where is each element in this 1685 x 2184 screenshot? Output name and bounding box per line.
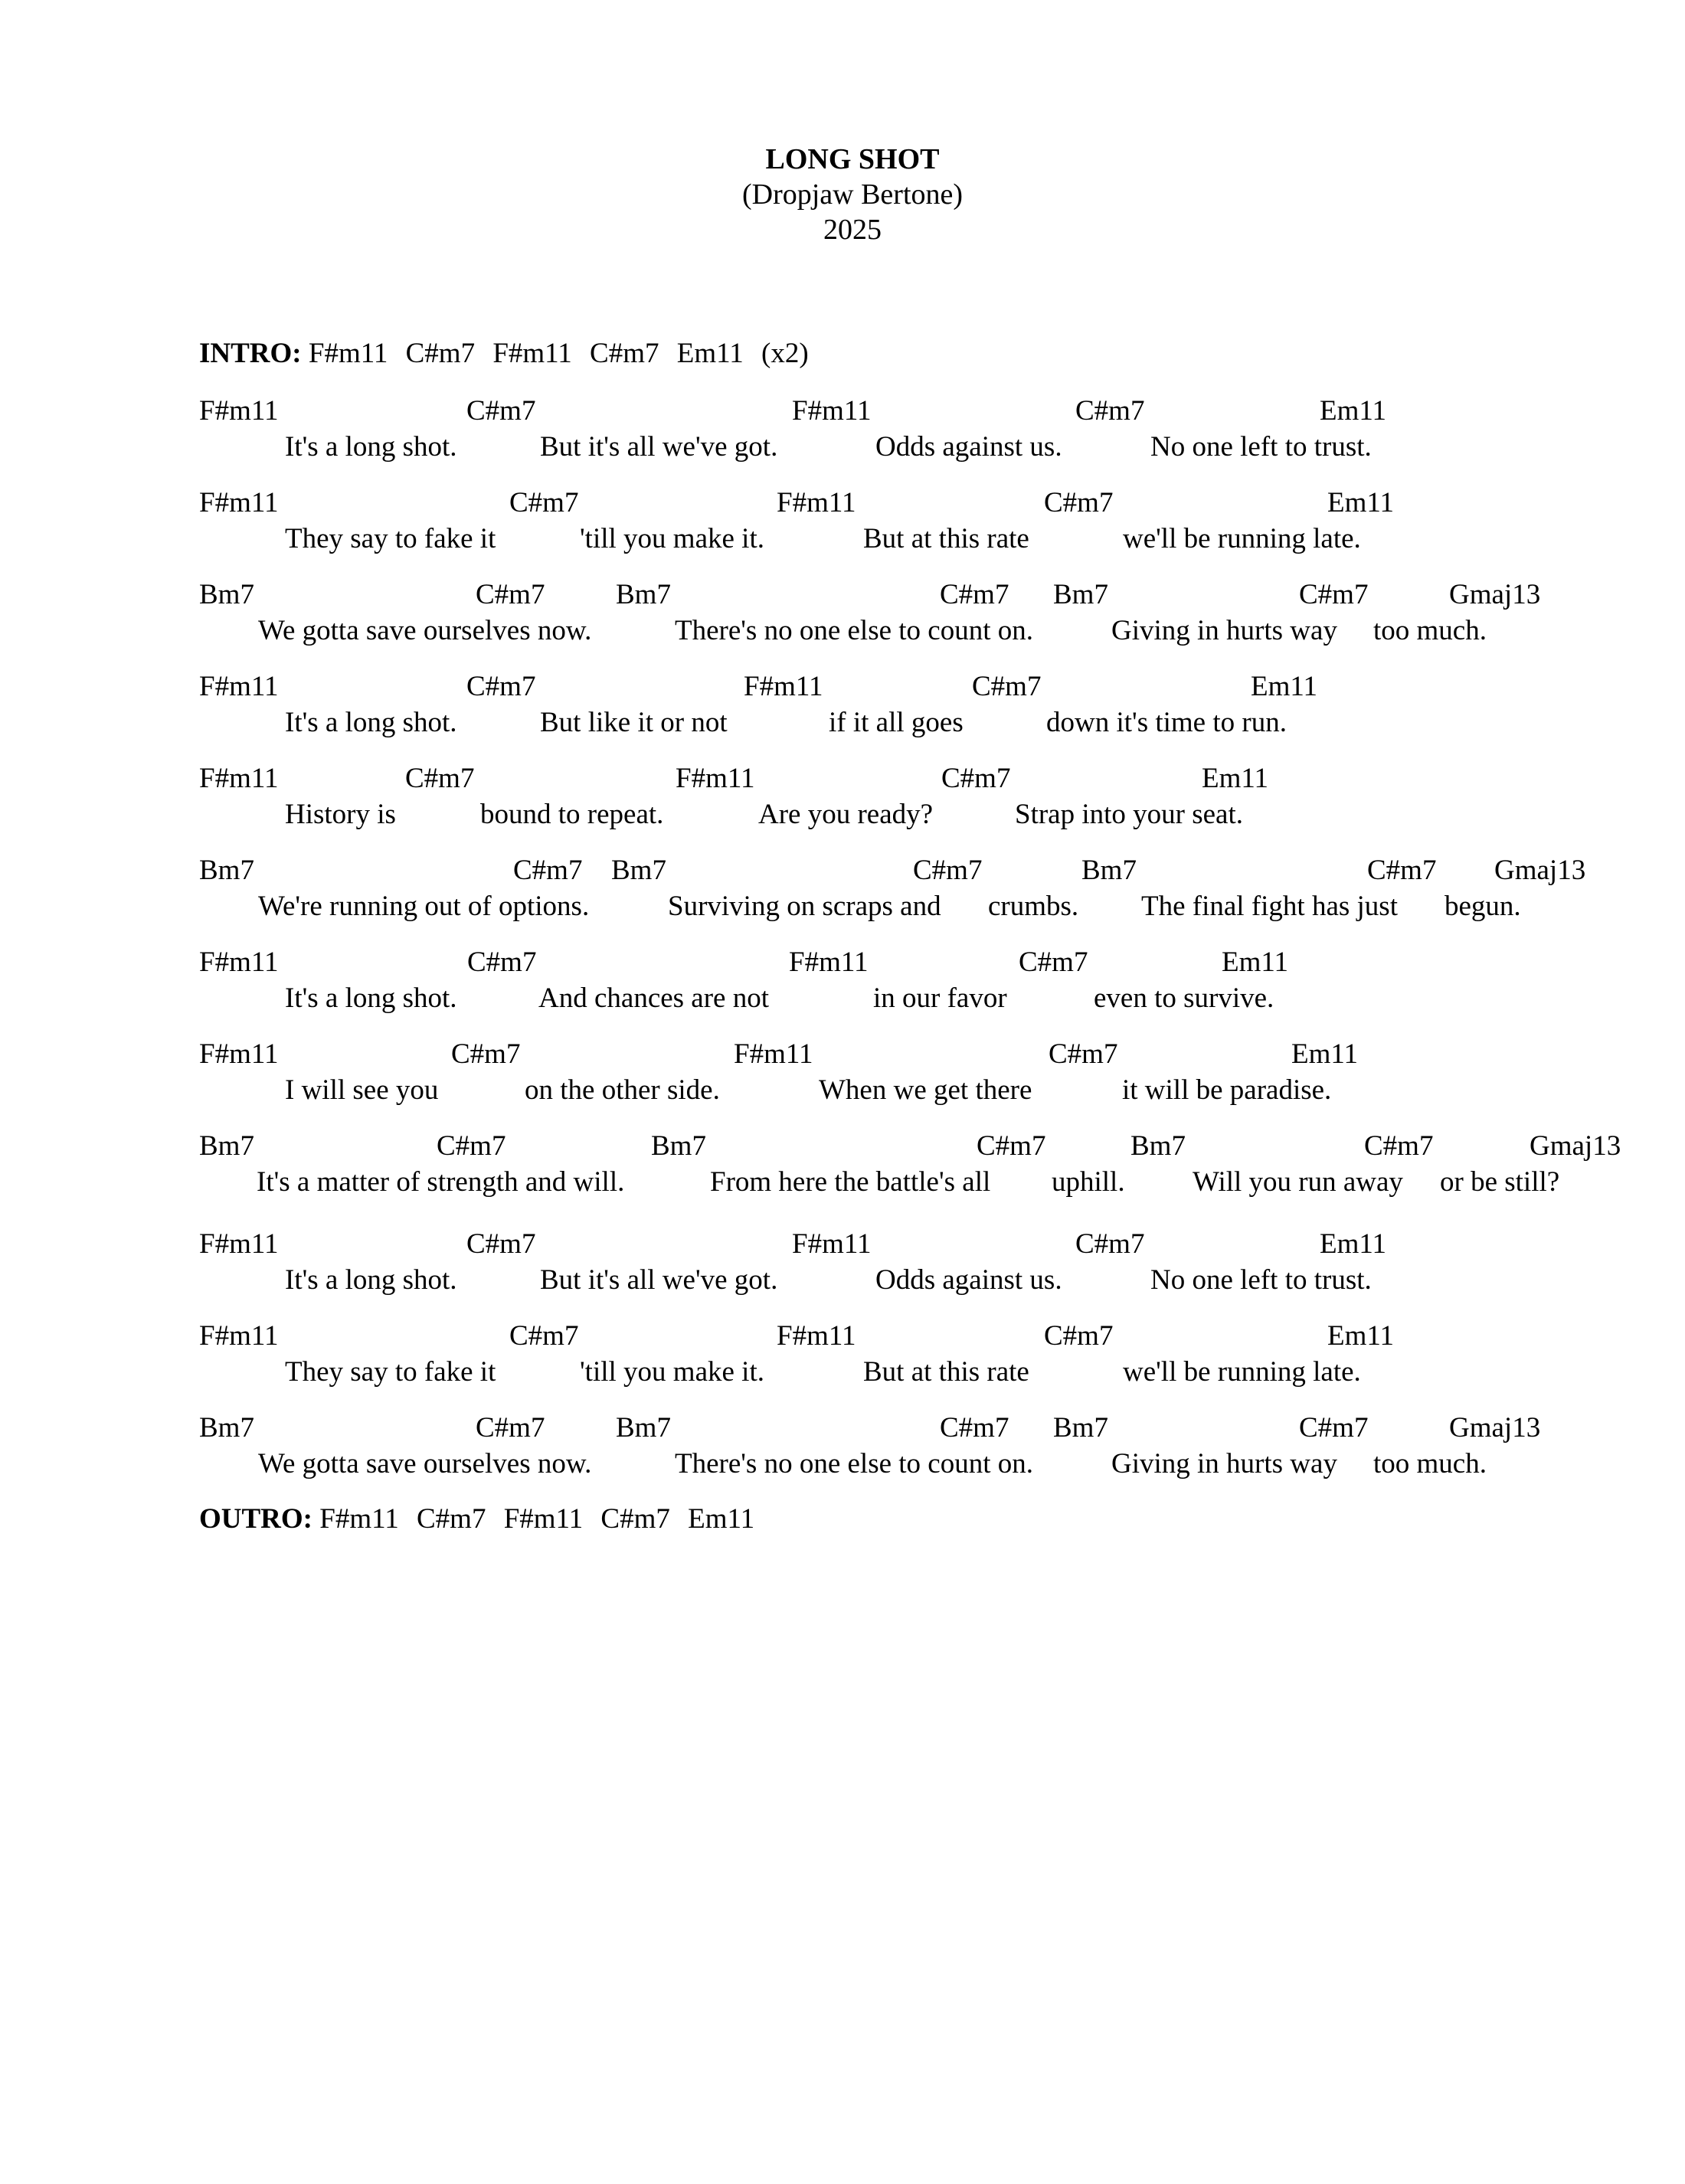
lyric-phrase: We're running out of options. bbox=[258, 891, 590, 922]
chord: F#m11 bbox=[199, 763, 279, 794]
lyric-phrase: we'll be running late. bbox=[1123, 523, 1361, 554]
chord: F#m11 bbox=[789, 947, 869, 978]
lyric-phrase: But it's all we've got. bbox=[540, 431, 778, 463]
outro-label: OUTRO: bbox=[199, 1503, 312, 1535]
lyric-phrase: When we get there bbox=[819, 1074, 1032, 1106]
chord: Bm7 bbox=[1053, 579, 1108, 610]
chord: Bm7 bbox=[1081, 855, 1137, 886]
chord: C#m7 bbox=[437, 1130, 506, 1162]
chord: Bm7 bbox=[1130, 1130, 1186, 1162]
lyric-phrase: They say to fake it bbox=[285, 1356, 496, 1388]
chord: F#m11 bbox=[199, 671, 279, 702]
intro-label: INTRO: bbox=[199, 338, 302, 369]
chord: F#m11 bbox=[792, 1228, 872, 1260]
song-section-10 bbox=[0, 1228, 1685, 1319]
chord: C#m7 bbox=[1044, 487, 1114, 518]
chord: Em11 bbox=[1202, 763, 1269, 794]
lyric-phrase: The final fight has just bbox=[1141, 891, 1398, 922]
song-year: 2025 bbox=[823, 214, 882, 246]
chord: C#m7 bbox=[513, 855, 583, 886]
lyric-phrase: bound to repeat. bbox=[480, 799, 664, 830]
song-section-4 bbox=[0, 670, 1685, 762]
lyric-phrase: 'till you make it. bbox=[580, 1356, 764, 1388]
chord: Bm7 bbox=[651, 1130, 706, 1162]
chord: C#m7 bbox=[451, 1038, 521, 1070]
song-title: LONG SHOT bbox=[765, 143, 940, 175]
chord: C#m7 bbox=[1364, 1130, 1434, 1162]
chord: Gmaj13 bbox=[1449, 1412, 1541, 1443]
lyric-phrase: we'll be running late. bbox=[1123, 1356, 1361, 1388]
song-section-6 bbox=[0, 854, 1685, 946]
lyric-phrase: Will you run away bbox=[1193, 1166, 1403, 1198]
chord: C#m7 bbox=[941, 763, 1011, 794]
lyric-phrase: It's a long shot. bbox=[285, 982, 457, 1014]
lyric-phrase: begun. bbox=[1445, 891, 1521, 922]
lyric-phrase: No one left to trust. bbox=[1150, 1264, 1372, 1296]
lyric-phrase: No one left to trust. bbox=[1150, 431, 1372, 463]
chord: Gmaj13 bbox=[1530, 1130, 1621, 1162]
song-section-7 bbox=[0, 946, 1685, 1038]
chord: C#m7 bbox=[466, 1228, 536, 1260]
lyric-phrase: too much. bbox=[1373, 615, 1487, 646]
chord: Bm7 bbox=[199, 579, 254, 610]
lyric-phrase: Are you ready? bbox=[758, 799, 934, 830]
lyric-phrase: And chances are not bbox=[538, 982, 770, 1014]
chord: F#m11 bbox=[199, 395, 279, 427]
lyric-phrase: But at this rate bbox=[863, 1356, 1029, 1388]
chord: C#m7 bbox=[1049, 1038, 1118, 1070]
chord: C#m7 bbox=[1019, 947, 1088, 978]
chord: C#m7 bbox=[1299, 1412, 1369, 1443]
chord: Em11 bbox=[1291, 1038, 1359, 1070]
lyric-phrase: in our favor bbox=[873, 982, 1007, 1014]
lyric-phrase: too much. bbox=[1373, 1448, 1487, 1479]
lyric-phrase: Strap into your seat. bbox=[1015, 799, 1244, 830]
chord: C#m7 bbox=[509, 487, 579, 518]
chord: F#m11 bbox=[734, 1038, 813, 1070]
lyric-phrase: it will be paradise. bbox=[1122, 1074, 1332, 1106]
chord: C#m7 bbox=[1075, 395, 1145, 427]
lyric-phrase: 'till you make it. bbox=[580, 523, 764, 554]
chord: Bm7 bbox=[199, 1412, 254, 1443]
lyric-phrase: But at this rate bbox=[863, 523, 1029, 554]
chord: F#m11 bbox=[792, 395, 872, 427]
song-section-8 bbox=[0, 1038, 1685, 1130]
lyric-phrase: Giving in hurts way bbox=[1111, 1448, 1337, 1479]
song-section-5 bbox=[0, 762, 1685, 854]
lyric-phrase: But it's all we've got. bbox=[540, 1264, 778, 1296]
chord: C#m7 bbox=[467, 947, 537, 978]
song-section-1 bbox=[0, 394, 1685, 486]
lyric-phrase: It's a matter of strength and will. bbox=[257, 1166, 625, 1198]
lyric-phrase: They say to fake it bbox=[285, 523, 496, 554]
chord: Em11 bbox=[1327, 1320, 1395, 1352]
lyric-phrase: I will see you bbox=[285, 1074, 439, 1106]
chord: C#m7 bbox=[940, 1412, 1009, 1443]
song-header bbox=[0, 142, 1685, 247]
chord: C#m7 bbox=[476, 579, 545, 610]
lyric-phrase: There's no one else to count on. bbox=[675, 1448, 1034, 1479]
intro-line bbox=[199, 337, 809, 370]
chord: Em11 bbox=[1222, 947, 1289, 978]
lyric-phrase: It's a long shot. bbox=[285, 707, 457, 738]
lyric-phrase: uphill. bbox=[1052, 1166, 1125, 1198]
chord: C#m7 bbox=[940, 579, 1009, 610]
chord: C#m7 bbox=[405, 763, 475, 794]
chord: F#m11 bbox=[199, 1228, 279, 1260]
chord: C#m7 bbox=[466, 671, 536, 702]
lyric-phrase: We gotta save ourselves now. bbox=[258, 1448, 592, 1479]
song-section-9 bbox=[0, 1130, 1685, 1221]
chord: C#m7 bbox=[1367, 855, 1437, 886]
lyric-phrase: crumbs. bbox=[988, 891, 1079, 922]
lyric-phrase: on the other side. bbox=[525, 1074, 720, 1106]
chord: F#m11 bbox=[199, 487, 279, 518]
lyric-phrase: But like it or not bbox=[540, 707, 728, 738]
chord: Em11 bbox=[1320, 1228, 1387, 1260]
lyric-phrase: We gotta save ourselves now. bbox=[258, 615, 592, 646]
chord: Gmaj13 bbox=[1494, 855, 1586, 886]
lyric-phrase: if it all goes bbox=[829, 707, 964, 738]
chord: C#m7 bbox=[913, 855, 983, 886]
lyric-phrase: It's a long shot. bbox=[285, 431, 457, 463]
lyric-phrase: Surviving on scraps and bbox=[668, 891, 941, 922]
chord: F#m11 bbox=[777, 1320, 856, 1352]
lyric-phrase: It's a long shot. bbox=[285, 1264, 457, 1296]
lyric-phrase: History is bbox=[285, 799, 396, 830]
chord: Em11 bbox=[1327, 487, 1395, 518]
chord: F#m11 bbox=[199, 1320, 279, 1352]
outro-line bbox=[199, 1502, 754, 1535]
song-section-2 bbox=[0, 486, 1685, 578]
lyric-phrase: From here the battle's all bbox=[710, 1166, 991, 1198]
song-artist: (Dropjaw Bertone) bbox=[741, 178, 964, 211]
chord: F#m11 bbox=[777, 487, 856, 518]
chord: Bm7 bbox=[616, 1412, 671, 1443]
chord: C#m7 bbox=[1075, 1228, 1145, 1260]
lyric-phrase: Odds against us. bbox=[875, 1264, 1062, 1296]
lyric-phrase: or be still? bbox=[1440, 1166, 1560, 1198]
outro-chords: F#m11 C#m7 F#m11 C#m7 Em11 bbox=[319, 1503, 755, 1535]
lyric-phrase: Odds against us. bbox=[875, 431, 1062, 463]
chord: Bm7 bbox=[199, 1130, 254, 1162]
chord: C#m7 bbox=[466, 395, 536, 427]
chord: C#m7 bbox=[977, 1130, 1046, 1162]
chord: Bm7 bbox=[1053, 1412, 1108, 1443]
chord: F#m11 bbox=[676, 763, 755, 794]
lyric-phrase: Giving in hurts way bbox=[1111, 615, 1337, 646]
song-section-12 bbox=[0, 1411, 1685, 1503]
song-section-3 bbox=[0, 578, 1685, 670]
chord: C#m7 bbox=[509, 1320, 579, 1352]
chord: Bm7 bbox=[611, 855, 666, 886]
chord: Em11 bbox=[1320, 395, 1387, 427]
lyric-phrase: There's no one else to count on. bbox=[675, 615, 1034, 646]
lyric-phrase: down it's time to run. bbox=[1046, 707, 1287, 738]
intro-chords: F#m11 C#m7 F#m11 C#m7 Em11 (x2) bbox=[308, 338, 809, 369]
chord: F#m11 bbox=[199, 947, 279, 978]
chord: C#m7 bbox=[1044, 1320, 1114, 1352]
chord: Em11 bbox=[1251, 671, 1318, 702]
chord: F#m11 bbox=[199, 1038, 279, 1070]
chord: F#m11 bbox=[744, 671, 823, 702]
chord: C#m7 bbox=[1299, 579, 1369, 610]
chord: C#m7 bbox=[476, 1412, 545, 1443]
chord: Bm7 bbox=[616, 579, 671, 610]
chord: C#m7 bbox=[972, 671, 1042, 702]
chord: Gmaj13 bbox=[1449, 579, 1541, 610]
chord: Bm7 bbox=[199, 855, 254, 886]
lyric-phrase: even to survive. bbox=[1094, 982, 1274, 1014]
song-section-11 bbox=[0, 1319, 1685, 1411]
